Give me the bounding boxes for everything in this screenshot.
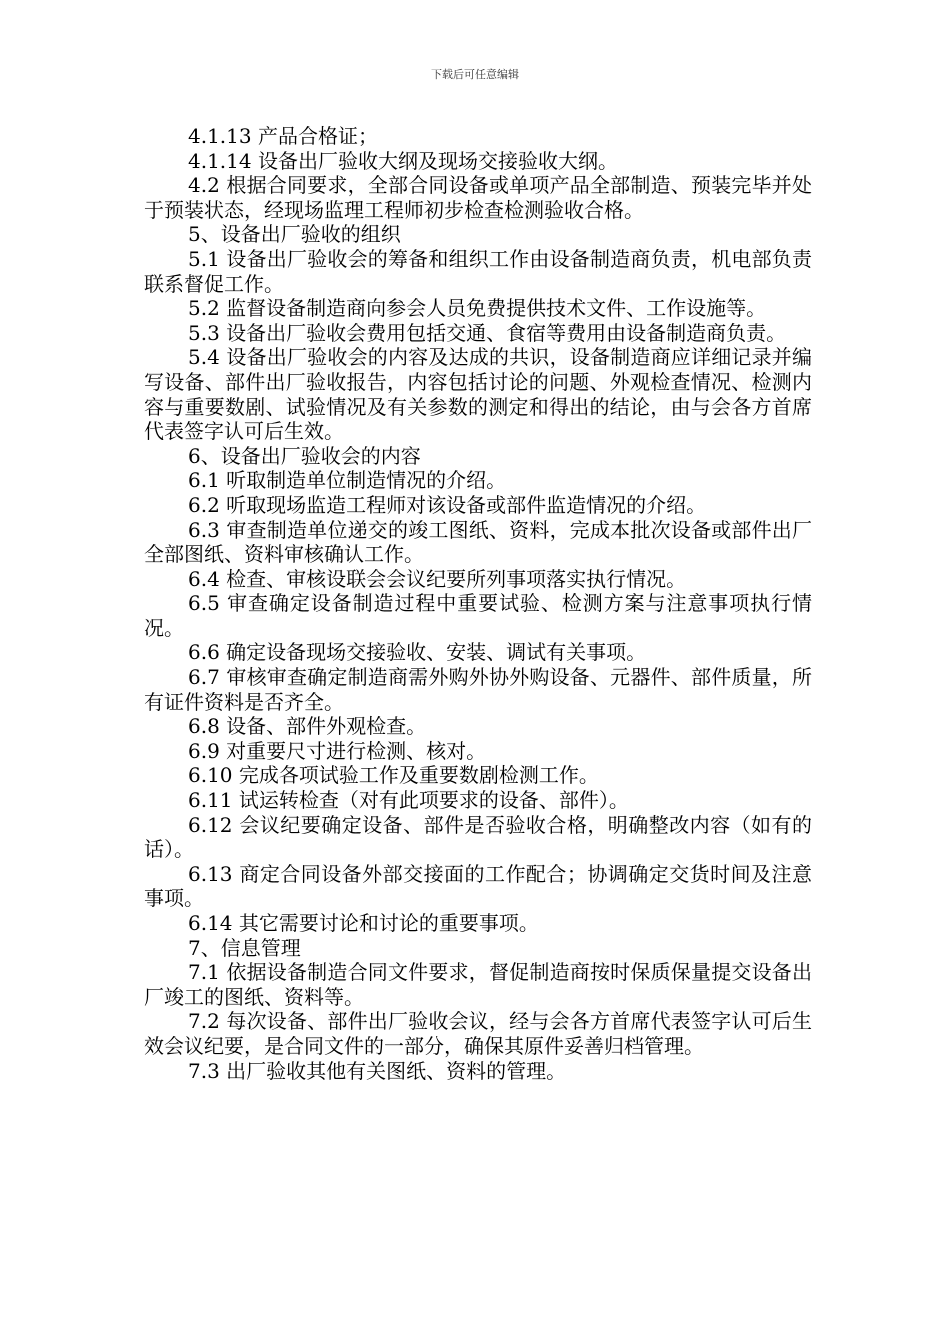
section-heading: 6、设备出厂验收会的内容 bbox=[188, 443, 421, 468]
section-heading: 7、信息管理 bbox=[188, 935, 301, 960]
paragraph: 6.12 会议纪要确定设备、部件是否验收合格，明确整改内容（如有的话）。 bbox=[144, 812, 812, 862]
paragraph: 5.4 设备出厂验收会的内容及达成的共识，设备制造商应详细记录并编写设备、部件出厂验收报告，内容包括讨论的问题、外观检查情况、检测内容与重要数剧、试验情况及有关参数的测定和得出的结论，由与会各方首席代表签字认可后生效。 bbox=[144, 345, 812, 444]
paragraph: 6.2 听取现场监造工程师对该设备或部件监造情况的介绍。 bbox=[188, 492, 707, 517]
paragraph: 4.2 根据合同要求，全部合同设备或单项产品全部制造、预装完毕并处于预装状态，经现场监理工程师初步检查检测验收合格。 bbox=[144, 173, 812, 222]
paragraph: 7.3 出厂验收其他有关图纸、资料的管理。 bbox=[188, 1058, 567, 1083]
paragraph: 6.7 审核审查确定制造商需外购外协外购设备、元器件、部件质量，所有证件资料是否齐全。 bbox=[144, 665, 812, 714]
document-body bbox=[144, 124, 812, 1083]
page-header: 下载后可任意编辑 bbox=[431, 68, 519, 81]
paragraph: 6.9 对重要尺寸进行检测、核对。 bbox=[188, 738, 487, 763]
paragraph: 6.10 完成各项试验工作及重要数剧检测工作。 bbox=[188, 763, 599, 788]
paragraph: 7.1 依据设备制造合同文件要求，督促制造商按时保质保量提交设备出厂竣工的图纸、资料等。 bbox=[144, 960, 812, 1009]
paragraph: 6.6 确定设备现场交接验收、安装、调试有关事项。 bbox=[188, 640, 647, 665]
paragraph: 4.1.13 产品合格证； bbox=[188, 124, 378, 148]
paragraph: 6.14 其它需要讨论和讨论的重要事项。 bbox=[188, 911, 539, 935]
paragraph: 7.2 每次设备、部件出厂验收会议，经与会各方首席代表签字认可后生效会议纪要，是合同文件的一部分，确保其原件妥善归档管理。 bbox=[144, 1009, 812, 1058]
paragraph: 5.1 设备出厂验收会的筹备和组织工作由设备制造商负责，机电部负责联系督促工作。 bbox=[144, 246, 812, 296]
paragraph: 6.8 设备、部件外观检查。 bbox=[188, 714, 427, 739]
paragraph: 6.1 听取制造单位制造情况的介绍。 bbox=[188, 468, 507, 493]
paragraph: 6.5 审查确定设备制造过程中重要试验、检测方案与注意事项执行情况。 bbox=[144, 591, 812, 640]
paragraph: 5.2 监督设备制造商向参会人员免费提供技术文件、工作设施等。 bbox=[188, 296, 767, 321]
paragraph: 6.13 商定合同设备外部交接面的工作配合；协调确定交货时间及注意事项。 bbox=[144, 861, 812, 911]
paragraph: 4.1.14 设备出厂验收大纲及现场交接验收大纲。 bbox=[188, 148, 618, 173]
section-heading: 5、设备出厂验收的组织 bbox=[188, 222, 401, 247]
paragraph: 6.11 试运转检查（对有此项要求的设备、部件）。 bbox=[188, 788, 629, 813]
paragraph: 6.4 检查、审核设联会会议纪要所列事项落实执行情况。 bbox=[188, 566, 687, 591]
paragraph: 5.3 设备出厂验收会费用包括交通、食宿等费用由设备制造商负责。 bbox=[188, 320, 787, 345]
paragraph: 6.3 审查制造单位递交的竣工图纸、资料，完成本批次设备或部件出厂全部图纸、资料审核确认工作。 bbox=[144, 517, 812, 567]
